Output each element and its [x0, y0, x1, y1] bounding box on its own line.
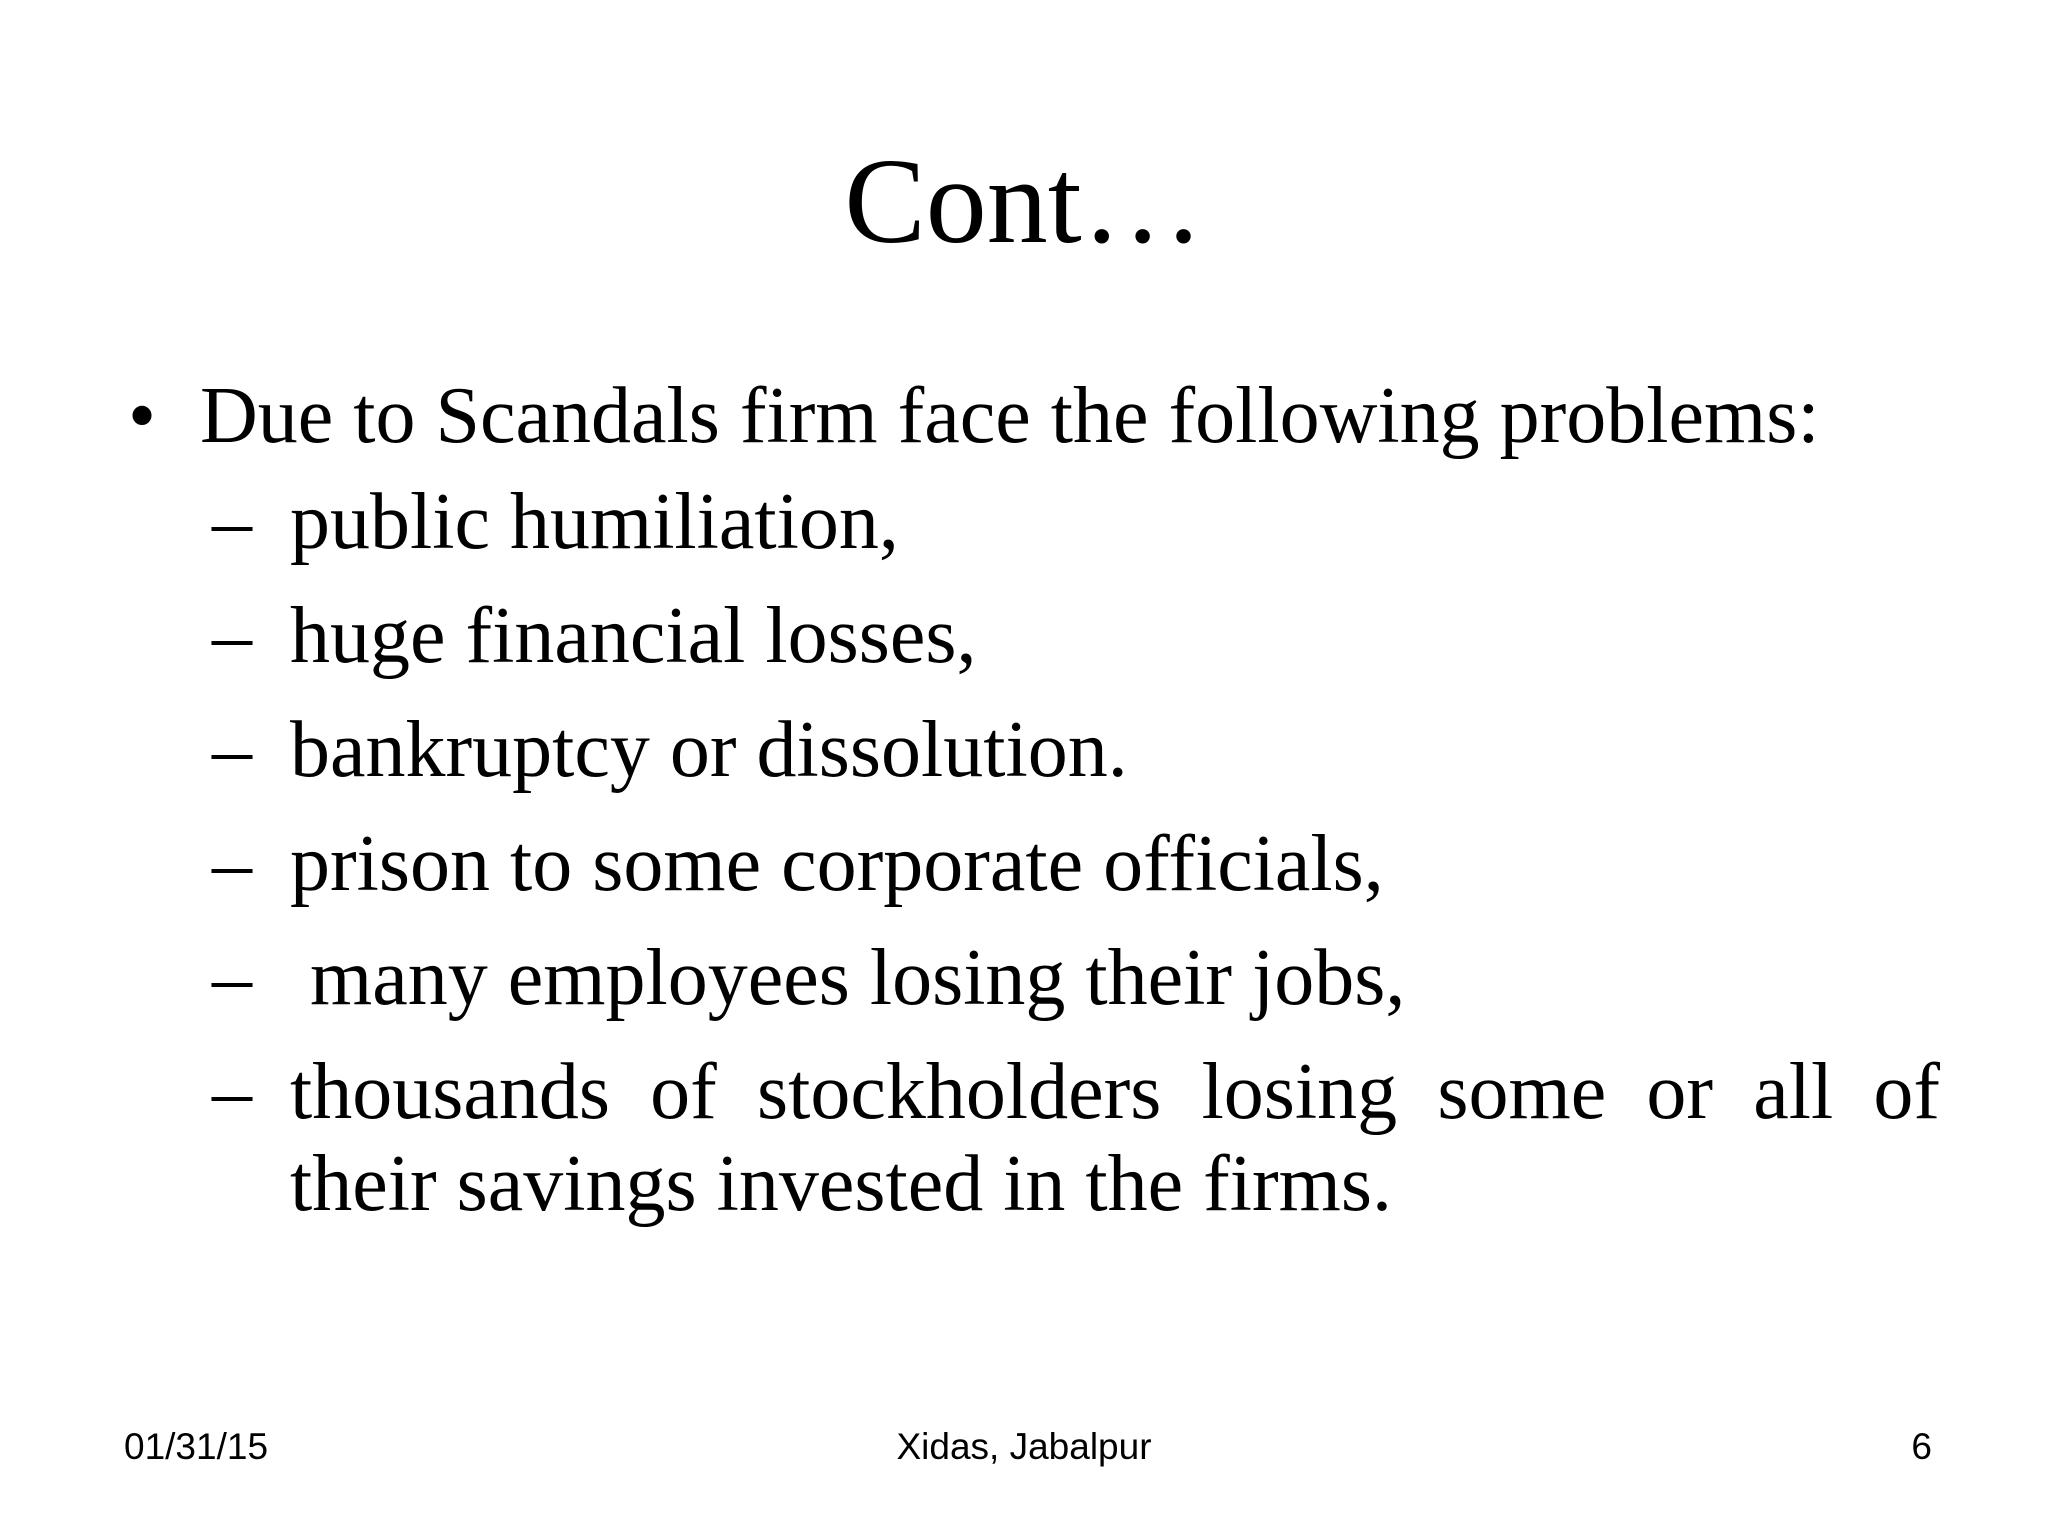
sub-item-text: prison to some corporate officials,	[290, 820, 1384, 908]
dash-icon: –	[212, 934, 252, 1022]
dash-icon: –	[212, 706, 252, 794]
dash-icon: –	[212, 478, 252, 566]
sub-item-text: huge financial losses,	[290, 592, 977, 680]
list-item	[120, 932, 1940, 1024]
list-item	[120, 590, 1940, 682]
list-item	[120, 476, 1940, 568]
sub-item-text: many employees losing their jobs,	[290, 934, 1406, 1022]
slide-body	[120, 370, 1940, 1252]
footer-page-number: 6	[1911, 1426, 1932, 1467]
main-bullet	[120, 370, 1940, 462]
list-item	[120, 818, 1940, 910]
sub-bullet-list	[120, 476, 1940, 1230]
sub-item-text: public humiliation,	[290, 478, 899, 566]
list-item	[120, 704, 1940, 796]
sub-item-text: thousands of stockholders losing some or all of their savings invested in the firms.	[290, 1048, 1940, 1228]
dash-icon: –	[212, 1048, 252, 1136]
dash-icon: –	[212, 592, 252, 680]
slide-title: Cont…	[844, 134, 1204, 269]
bullet-icon: •	[128, 372, 157, 460]
footer-center-text: Xidas, Jabalpur	[896, 1426, 1152, 1467]
footer-date: 01/31/15	[124, 1426, 269, 1467]
main-bullet-text: Due to Scandals firm face the following problems:	[200, 372, 1820, 460]
dash-icon: –	[212, 820, 252, 908]
sub-item-text: bankruptcy or dissolution.	[290, 706, 1128, 794]
list-item	[120, 1046, 1940, 1230]
